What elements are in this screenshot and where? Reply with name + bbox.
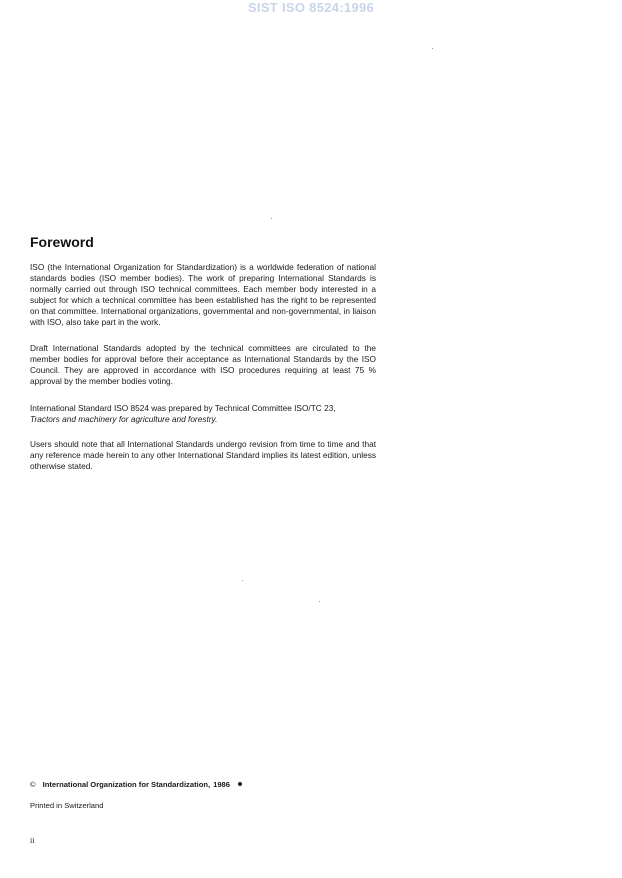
printed-in: Printed in Switzerland — [30, 801, 104, 810]
paragraph-draft-standards: Draft International Standards adopted by the technical committees are circulated to the member bodies for approval before their acceptance as International Standards by the ISO Council. They are approved in accordance with ISO procedures requiring at least 75 % approval by the member bodies voting. — [30, 343, 376, 386]
foreword-heading: Foreword — [30, 234, 94, 250]
scan-speck — [319, 601, 320, 602]
page-number: ii — [30, 836, 35, 845]
bullet-dot-icon — [238, 782, 242, 786]
committee-title: Tractors and machinery for agriculture and forestry. — [30, 414, 218, 424]
scan-speck — [432, 48, 433, 49]
copyright-year: 1986 — [213, 780, 231, 789]
copyright-line — [30, 780, 242, 789]
scan-speck — [271, 218, 272, 219]
copyright-symbol: © — [30, 780, 36, 789]
paragraph-iso-federation: ISO (the International Organization for Standardization) is a worldwide federation of national standards bodies (ISO member bodies). The work of preparing International Standards is normally carried out through ISO technical committees. Each member body interested in a subject for which a technical committee has been established has the right to be represented on that committee. International organizations, governmental and non-governmental, in liaison with ISO, also take part in the work. — [30, 262, 376, 327]
paragraph-prepared-by — [30, 403, 376, 425]
prepared-by-text: International Standard ISO 8524 was prepared by Technical Committee ISO/TC 23, — [30, 403, 336, 413]
scan-speck — [242, 580, 243, 581]
watermark: SIST ISO 8524:1996 — [247, 0, 375, 15]
copyright-organization: International Organization for Standardization, — [42, 780, 211, 789]
paragraph-revision-note: Users should note that all International Standards undergo revision from time to time and that any reference made herein to any other International Standard implies its latest edition, unless otherwise stated. — [30, 439, 376, 471]
